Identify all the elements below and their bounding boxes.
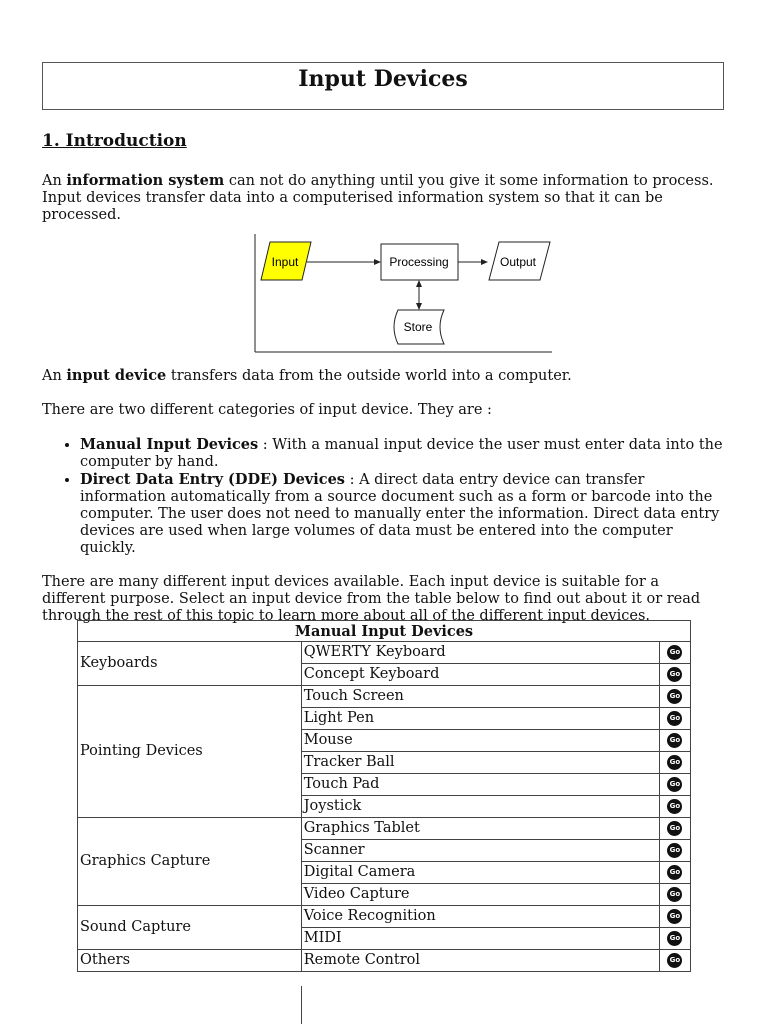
- go-cell: [659, 664, 690, 686]
- device-name-cell: Digital Camera: [301, 862, 659, 884]
- go-cell: [659, 752, 690, 774]
- device-name-cell: Concept Keyboard: [301, 664, 659, 686]
- device-name-cell: Voice Recognition: [301, 906, 659, 928]
- arrowhead-3: [416, 280, 422, 287]
- table-header-row: [78, 621, 691, 642]
- go-button-icon[interactable]: Go: [667, 799, 682, 814]
- intro-prefix: An: [42, 173, 67, 189]
- table-header: Manual Input Devices: [78, 621, 691, 642]
- section-heading: 1. Introduction: [42, 131, 187, 151]
- go-button-icon[interactable]: Go: [667, 821, 682, 836]
- go-cell: [659, 686, 690, 708]
- go-button-icon[interactable]: Go: [667, 865, 682, 880]
- processing-label: Processing: [389, 255, 449, 269]
- intro-bold: information system: [66, 172, 225, 189]
- go-cell: [659, 818, 690, 840]
- input-process-diagram: [42, 234, 724, 358]
- go-button-icon[interactable]: Go: [667, 777, 682, 792]
- arrowhead-2: [481, 259, 488, 265]
- go-button-icon[interactable]: Go: [667, 667, 682, 682]
- table-body: [78, 642, 691, 972]
- go-button-icon[interactable]: Go: [667, 887, 682, 902]
- device-name-cell: Touch Screen: [301, 686, 659, 708]
- category-cell: Keyboards: [78, 642, 302, 686]
- device-name-cell: Remote Control: [301, 950, 659, 972]
- go-cell: [659, 730, 690, 752]
- go-cell: [659, 708, 690, 730]
- store-label: Store: [403, 320, 433, 334]
- category-list: [42, 436, 724, 557]
- go-button-icon[interactable]: Go: [667, 843, 682, 858]
- def-bold: input device: [66, 367, 167, 384]
- table-row: [78, 950, 691, 972]
- intro-rest: can not do anything until you give it some information to process. Input devices transfer data into a computerised information system so that it can be processed.: [42, 173, 714, 223]
- bullet-bold: Direct Data Entry (DDE) Devices: [80, 471, 345, 488]
- go-cell: [659, 774, 690, 796]
- page-title: Input Devices: [42, 62, 724, 110]
- input-devices-table: [77, 620, 691, 972]
- arrowhead-4: [416, 303, 422, 310]
- bullet-text: : A direct data entry device can transfer information automatically from a source document such as a form or barcode into the computer. The user does not need to manually enter the information. Direct data entry devices are used when large volumes of data must be entered into the computer quickly.: [80, 472, 720, 556]
- device-name-cell: Light Pen: [301, 708, 659, 730]
- table-row: [78, 906, 691, 928]
- diagram-svg: [252, 234, 562, 358]
- device-name-cell: Graphics Tablet: [301, 818, 659, 840]
- go-cell: [659, 796, 690, 818]
- table-continuation-line: [301, 986, 302, 1024]
- categories-paragraph: There are two different categories of input device. They are :: [42, 402, 492, 418]
- category-cell: Others: [78, 950, 302, 972]
- go-cell: [659, 950, 690, 972]
- go-button-icon[interactable]: Go: [667, 733, 682, 748]
- go-cell: [659, 862, 690, 884]
- table-row: [78, 642, 691, 664]
- list-item: [80, 471, 724, 557]
- go-cell: [659, 928, 690, 950]
- device-name-cell: Tracker Ball: [301, 752, 659, 774]
- device-name-cell: Touch Pad: [301, 774, 659, 796]
- go-button-icon[interactable]: Go: [667, 931, 682, 946]
- device-name-cell: Mouse: [301, 730, 659, 752]
- device-name-cell: Joystick: [301, 796, 659, 818]
- table-row: [78, 818, 691, 840]
- device-name-cell: QWERTY Keyboard: [301, 642, 659, 664]
- intro-paragraph: [42, 172, 724, 224]
- device-name-cell: Scanner: [301, 840, 659, 862]
- bullet-text: : With a manual input device the user must enter data into the computer by hand.: [80, 437, 723, 470]
- bullet-bold: Manual Input Devices: [80, 436, 259, 453]
- go-button-icon[interactable]: Go: [667, 645, 682, 660]
- go-button-icon[interactable]: Go: [667, 689, 682, 704]
- go-cell: [659, 642, 690, 664]
- category-cell: Graphics Capture: [78, 818, 302, 906]
- input-label: Input: [271, 255, 299, 269]
- table-row: [78, 686, 691, 708]
- list-item: [80, 436, 724, 471]
- go-cell: [659, 884, 690, 906]
- go-button-icon[interactable]: Go: [667, 953, 682, 968]
- arrowhead-1: [374, 259, 381, 265]
- go-button-icon[interactable]: Go: [667, 711, 682, 726]
- device-name-cell: Video Capture: [301, 884, 659, 906]
- def-rest: transfers data from the outside world into a computer.: [166, 368, 572, 384]
- def-prefix: An: [42, 368, 67, 384]
- device-name-cell: MIDI: [301, 928, 659, 950]
- go-cell: [659, 906, 690, 928]
- go-button-icon[interactable]: Go: [667, 755, 682, 770]
- input-device-definition: [42, 367, 724, 385]
- category-cell: Sound Capture: [78, 906, 302, 950]
- page-content: [42, 62, 724, 625]
- category-cell: Pointing Devices: [78, 686, 302, 818]
- output-label: Output: [499, 255, 537, 269]
- go-cell: [659, 840, 690, 862]
- go-button-icon[interactable]: Go: [667, 909, 682, 924]
- select-paragraph: There are many different input devices available. Each input device is suitable for a different purpose. Select an input device from the table below to find out about it or read through the rest of this topic to learn more about all of the different input devices.: [42, 574, 701, 624]
